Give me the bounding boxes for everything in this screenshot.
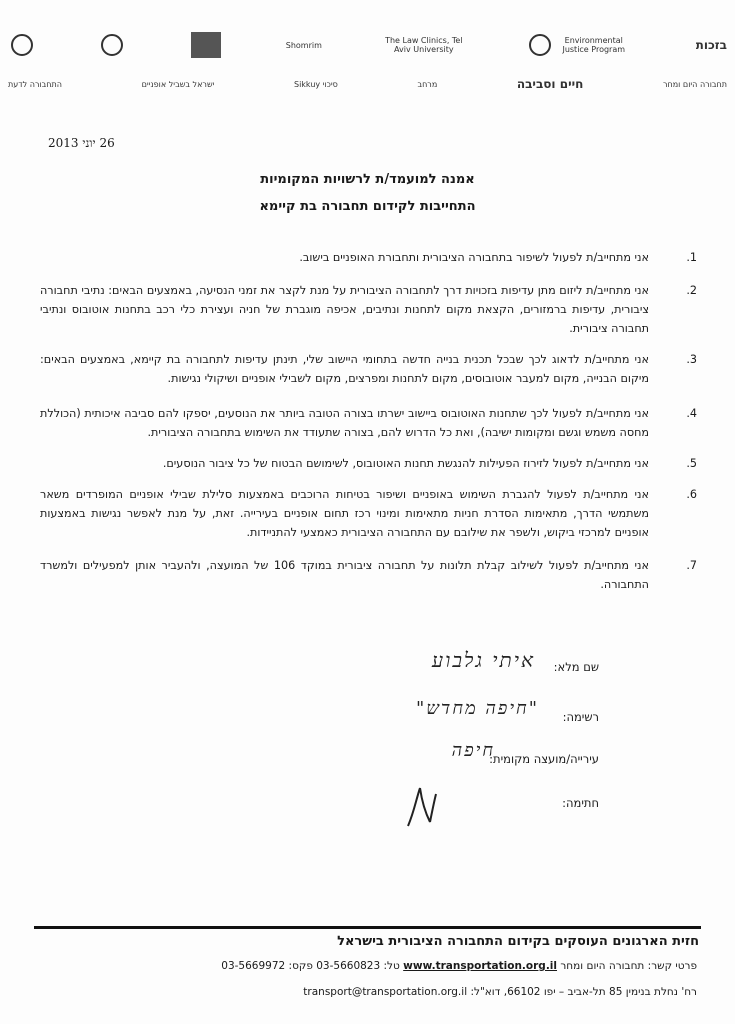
document-title: אמנה למועמד/ת לרשויות המקומיות: [260, 172, 475, 187]
list-item: 4. אני מתחייב/ת לפעול לכך שתחנות האוטובוס ביישוב ישרתו בצורה הטובה ביותר את הנוסעים, יספקו להם סביבה איכותית (הכוללת מחסה משמש וגשם ומקומות ישיבה), ואת כל הדרוש להם, בצורה שתעודד את השימוש בתחבורה הציבורית.: [40, 407, 697, 439]
document-subtitle: התחייבות לקידום תחבורה בת קיימא: [259, 199, 476, 214]
box-icon: [191, 32, 221, 58]
transport-today-logo: תחבורה היום ומחר: [663, 79, 727, 89]
list-label: רשימה:: [562, 710, 599, 724]
handwritten-signature: [400, 782, 440, 832]
merav-logo: מרחב: [417, 79, 438, 89]
shomrim-logo: Shomrim: [285, 40, 322, 50]
document-date: 26 יוני 2013: [48, 136, 115, 150]
footer-divider: [34, 926, 701, 929]
env-justice-logo: Environmental Justice Program: [526, 28, 634, 62]
logo-a: [98, 28, 126, 62]
commitments-list: [40, 248, 697, 594]
transport-aware-logo: התחבורה לדעת: [8, 79, 62, 89]
logos-row-top: [8, 28, 727, 62]
full-name-value: איתי גלבוע: [431, 648, 535, 672]
full-name-label: שם מלא:: [553, 660, 599, 674]
signature-label: חתימה:: [562, 796, 599, 810]
logo-b: [8, 28, 36, 62]
list-item: 5. אני מתחייב/ת לפעול לזירוז הפעילות להנגשת תחנות האוטובוס, לשימושם הבטוח של כל ציבור הנוסעים.: [162, 457, 697, 470]
circle-icon: [529, 34, 551, 56]
israel-cycling-logo: ישראל בשביל אופניים: [141, 79, 215, 89]
circle-icon: [101, 34, 123, 56]
website-link[interactable]: www.transportation.org.il: [403, 960, 558, 972]
municipality-label: עירייה/מועצה מקומית:: [489, 752, 599, 766]
list-item: 1. אני מתחייב/ת לפעול לשיפור בתחבורה הציבורית ותחבורת האופניים בישוב.: [299, 251, 697, 264]
sikkuy-logo: Sikkuy סיכוי: [294, 79, 338, 89]
list-item: 6. אני מתחייב/ת לפעול להגברת השימוש באופניים ושיפור בטיחות הרוכבים באמצעות סלילת שבילי אופניים המופרדים משאר משתמשי הדרך, מתאימות הסדרת חניות מתאימות ומינוי רכז תחום אופניים בעירייה. זאת, על מנת לאפשר נגישות באמצעות אופניים למרכזי ביקוש, ולשפר את שילובם עם התחבורה הציבורית כאמצעי להתניידות.: [40, 488, 697, 539]
sindyanna-logo: [188, 28, 224, 62]
list-value: "חיפה מחדש": [416, 698, 539, 719]
list-item: 7. אני מתחייב/ת לפעול לשילוב קבלת תלונות על תחבורה ציבורית במוקד 106 של המועצה, ולהעביר אותן למפעילים ולמשרד התחבורה.: [40, 559, 697, 591]
list-item: 2. אני מתחייב/ת ליזום מתן עדיפות בזכויות דרך לתחבורה הציבורית על מנת לקצר את זמני הנסיעה, באמצעים הבאים: נתיבי תחבורה ציבורית, עדיפות ברמזורים, הקצאת מקום לתחנות ונתיבים, אכיפה מוגברת של חניה ועצירת כלי רכב בתחנות אוטובוס ונתיבי תחבורה ציבורית.: [40, 284, 697, 335]
email-link[interactable]: transport@transportation.org.il: [303, 986, 468, 998]
bizchut-logo: בזכות: [695, 37, 727, 52]
footer-title: חזית הארגונים העוסקים בקידום התחבורה הציבורית בישראל: [337, 934, 699, 949]
circle-icon: [11, 34, 33, 56]
footer-contact: פרטי קשר: תחבורה היום ומחר www.transportation.org.il טל: 03-5660823 פקס: 03-5669972: [221, 960, 697, 972]
municipality-value: חיפה: [451, 740, 495, 761]
law-clinics-logo: The Law Clinics, Tel Aviv University: [385, 36, 463, 54]
logos-row-bottom: [8, 66, 727, 102]
haim-vesviva-logo: חיים וסביבה: [516, 76, 584, 91]
list-item: 3. אני מתחייב/ת לדאוג לכך שבכל תכנית בנייה חדשה בתחומי היישוב שלי, תינתן עדיפות לתחבורה בת קיימא, באמצעים הבאים: מיקום הבנייה, מקום למעבר אוטובוסים, מקום לתחנות ומפרצים, מקום לשבילי אופניים ושיקולי נגישות.: [40, 353, 697, 385]
footer-address: רח' נחלת בנימין 85 תל-אביב – יפו 66102, דוא"ל: transport@transportation.org.il: [303, 986, 697, 998]
